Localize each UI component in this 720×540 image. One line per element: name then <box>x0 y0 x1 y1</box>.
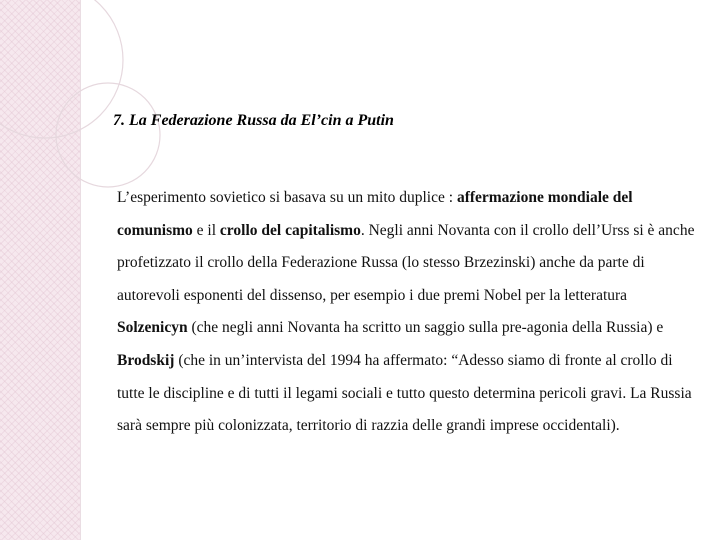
slide-title: 7. La Federazione Russa da El’cin a Putin <box>113 112 394 129</box>
body-text-run: . Negli anni Novanta con il crollo dell’Urss si è anche profetizzato il crollo della Federazione Russa (lo stesso Brzezinski) anche da parte di autorevoli esponenti del dissenso, per esempio i due premi Nobel per la letteratura <box>117 221 695 304</box>
slide-body-paragraph <box>113 182 697 443</box>
body-text-run: L’esperimento sovietico si basava su un mito duplice : <box>117 189 457 206</box>
body-text-run: (che negli anni Novanta ha scritto un saggio sulla pre-agonia della Russia) e <box>187 319 664 337</box>
small-decorative-circle <box>56 83 160 187</box>
body-bold-run: affermazione mondiale del comunismo <box>117 189 633 239</box>
body-text-run: (che in un’intervista del 1994 ha affermato: “Adesso siamo di fronte al crollo di tutte le discipline e di tutti il legami sociali e tutto questo determina pericoli gravi. La Russia sarà sempre più colonizzata, territorio di razzia delle grandi imprese occidentali). <box>117 351 692 435</box>
body-bold-run: Solzenicyn <box>117 319 188 337</box>
body-text-run: e il <box>192 221 220 239</box>
large-decorative-circle <box>0 0 123 138</box>
body-bold-run: crollo del capitalismo <box>219 221 361 239</box>
body-bold-run: Brodskij <box>117 351 175 369</box>
